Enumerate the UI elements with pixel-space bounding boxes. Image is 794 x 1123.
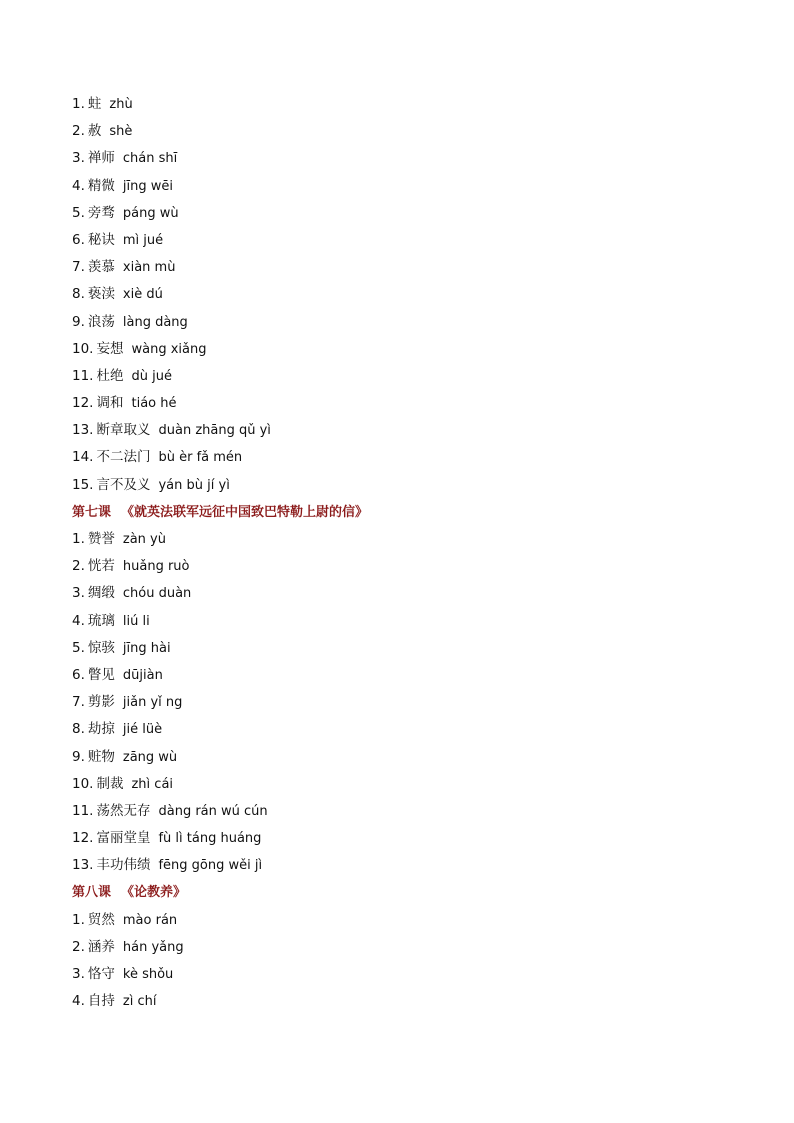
- vocab-item: [72, 417, 752, 444]
- lesson-number: 第八课: [72, 885, 112, 901]
- vocab-item: [72, 852, 752, 879]
- item-word: 赦: [87, 123, 102, 140]
- vocab-item: [72, 825, 752, 852]
- item-pinyin: jīng wēi: [122, 178, 173, 194]
- item-number: 2.: [72, 938, 85, 955]
- vocab-item: [72, 689, 752, 716]
- vocab-item: [72, 662, 752, 689]
- item-word: 丰功伟绩: [96, 857, 151, 874]
- item-pinyin: huǎng ruò: [122, 559, 190, 575]
- item-word: 富丽堂皇: [96, 830, 151, 847]
- vocab-item: [72, 472, 752, 499]
- item-word: 涵养: [87, 938, 115, 955]
- item-word: 断章取义: [96, 422, 151, 439]
- item-pinyin: chóu duàn: [122, 586, 192, 602]
- item-pinyin: liú li: [122, 613, 150, 629]
- item-number: 2.: [72, 558, 85, 575]
- item-pinyin: mào rán: [122, 912, 178, 928]
- vocabulary-list: [72, 91, 752, 1015]
- vocab-item: [72, 716, 752, 743]
- lesson-heading: [72, 499, 752, 526]
- item-number: 4.: [72, 993, 85, 1010]
- vocab-item: [72, 91, 752, 118]
- item-word: 惊骇: [87, 639, 115, 656]
- item-number: 11.: [72, 367, 94, 384]
- lesson-heading: [72, 879, 752, 906]
- item-word: 羡慕: [87, 259, 115, 276]
- item-word: 绸缎: [87, 585, 115, 602]
- vocab-item: [72, 390, 752, 417]
- lesson-title: 《就英法联军远征中国致巴特勒上尉的信》: [121, 504, 369, 520]
- item-pinyin: dù jué: [131, 368, 172, 384]
- item-number: 14.: [72, 449, 94, 466]
- item-number: 4.: [72, 177, 85, 194]
- item-word: 剪影: [87, 694, 115, 711]
- vocab-item: [72, 580, 752, 607]
- item-number: 3.: [72, 966, 85, 982]
- vocab-item: [72, 118, 752, 145]
- item-number: 8.: [72, 286, 85, 303]
- item-word: 秘诀: [87, 231, 115, 248]
- vocab-item: [72, 363, 752, 390]
- vocab-item: [72, 907, 752, 934]
- item-number: 3.: [72, 150, 85, 167]
- vocab-item: [72, 444, 752, 471]
- vocab-item: [72, 961, 752, 988]
- item-number: 6.: [72, 231, 85, 248]
- item-number: 2.: [72, 123, 85, 140]
- vocab-item: [72, 526, 752, 553]
- item-number: 5.: [72, 639, 85, 656]
- item-number: 6.: [72, 666, 85, 683]
- item-pinyin: jié lüè: [122, 722, 163, 738]
- item-pinyin: zhù: [109, 97, 133, 112]
- item-number: 11.: [72, 802, 94, 819]
- vocab-item: [72, 173, 752, 200]
- item-word: 言不及义: [96, 476, 151, 493]
- vocab-item: [72, 988, 752, 1015]
- item-number: 1.: [72, 96, 85, 112]
- item-pinyin: duàn zhāng qǔ yì: [158, 423, 271, 439]
- item-word: 制裁: [96, 775, 124, 792]
- item-word: 不二法门: [96, 449, 151, 466]
- item-number: 12.: [72, 830, 94, 847]
- item-word: 禅师: [87, 150, 115, 167]
- item-word: 精微: [87, 177, 115, 194]
- item-number: 13.: [72, 422, 94, 439]
- vocab-item: [72, 227, 752, 254]
- item-pinyin: mì jué: [122, 232, 164, 248]
- item-pinyin: dūjiàn: [122, 667, 163, 683]
- item-word: 瞥见: [87, 666, 115, 683]
- item-word: 贸然: [87, 911, 115, 928]
- vocab-item: [72, 281, 752, 308]
- vocab-item: [72, 254, 752, 281]
- item-pinyin: fù lì táng huáng: [158, 831, 262, 847]
- item-number: 7.: [72, 694, 85, 711]
- item-number: 7.: [72, 259, 85, 276]
- item-word: 恍若: [87, 558, 115, 575]
- item-pinyin: xiè dú: [122, 287, 163, 303]
- item-word: 旁骛: [87, 204, 115, 221]
- item-number: 12.: [72, 395, 94, 412]
- item-number: 9.: [72, 748, 85, 765]
- vocab-item: [72, 608, 752, 635]
- item-number: 10.: [72, 340, 94, 357]
- item-word: 赃物: [87, 748, 115, 765]
- lesson-number: 第七课: [72, 504, 112, 520]
- vocab-item: [72, 553, 752, 580]
- item-pinyin: chán shī: [122, 151, 178, 167]
- item-pinyin: fēng gōng wěi jì: [158, 858, 263, 874]
- item-pinyin: xiàn mù: [122, 260, 176, 276]
- vocab-item: [72, 635, 752, 662]
- item-word: 亵渎: [87, 286, 115, 303]
- item-word: 恪守: [87, 966, 115, 982]
- item-pinyin: kè shǒu: [122, 967, 174, 982]
- item-pinyin: zāng wù: [122, 749, 178, 765]
- item-pinyin: yán bù jí yì: [158, 477, 230, 493]
- item-number: 8.: [72, 721, 85, 738]
- item-pinyin: wàng xiǎng: [131, 341, 207, 357]
- item-word: 琉璃: [87, 612, 115, 629]
- item-word: 荡然无存: [96, 802, 151, 819]
- item-word: 赞誉: [87, 531, 115, 547]
- item-number: 10.: [72, 775, 94, 792]
- vocab-item: [72, 309, 752, 336]
- item-word: 妄想: [96, 340, 124, 357]
- item-word: 杜绝: [96, 367, 124, 384]
- item-pinyin: hán yǎng: [122, 939, 184, 955]
- vocab-item: [72, 200, 752, 227]
- vocab-item: [72, 336, 752, 363]
- vocab-item: [72, 744, 752, 771]
- item-number: 5.: [72, 204, 85, 221]
- item-word: 劫掠: [87, 721, 115, 738]
- item-pinyin: làng dàng: [122, 314, 188, 330]
- item-number: 4.: [72, 612, 85, 629]
- item-number: 1.: [72, 531, 85, 547]
- lesson-title: 《论教养》: [121, 885, 187, 901]
- item-pinyin: shè: [109, 124, 133, 140]
- vocab-item: [72, 798, 752, 825]
- vocab-item: [72, 934, 752, 961]
- item-pinyin: bù èr fǎ mén: [158, 450, 243, 466]
- item-number: 15.: [72, 476, 94, 493]
- item-pinyin: zì chí: [122, 994, 157, 1010]
- vocab-item: [72, 771, 752, 798]
- item-pinyin: jiǎn yǐ ng: [122, 695, 183, 711]
- item-number: 1.: [72, 911, 85, 928]
- item-word: 调和: [96, 395, 124, 412]
- item-pinyin: zàn yù: [122, 532, 166, 547]
- item-number: 3.: [72, 585, 85, 602]
- item-pinyin: zhì cái: [131, 776, 174, 792]
- item-word: 自持: [87, 993, 115, 1010]
- vocab-item: [72, 145, 752, 172]
- item-pinyin: páng wù: [122, 205, 179, 221]
- item-number: 13.: [72, 857, 94, 874]
- item-word: 蛀: [87, 96, 102, 112]
- item-pinyin: dàng rán wú cún: [158, 803, 268, 819]
- item-word: 浪荡: [87, 313, 115, 330]
- item-number: 9.: [72, 313, 85, 330]
- item-pinyin: tiáo hé: [131, 396, 177, 412]
- item-pinyin: jīng hài: [122, 640, 171, 656]
